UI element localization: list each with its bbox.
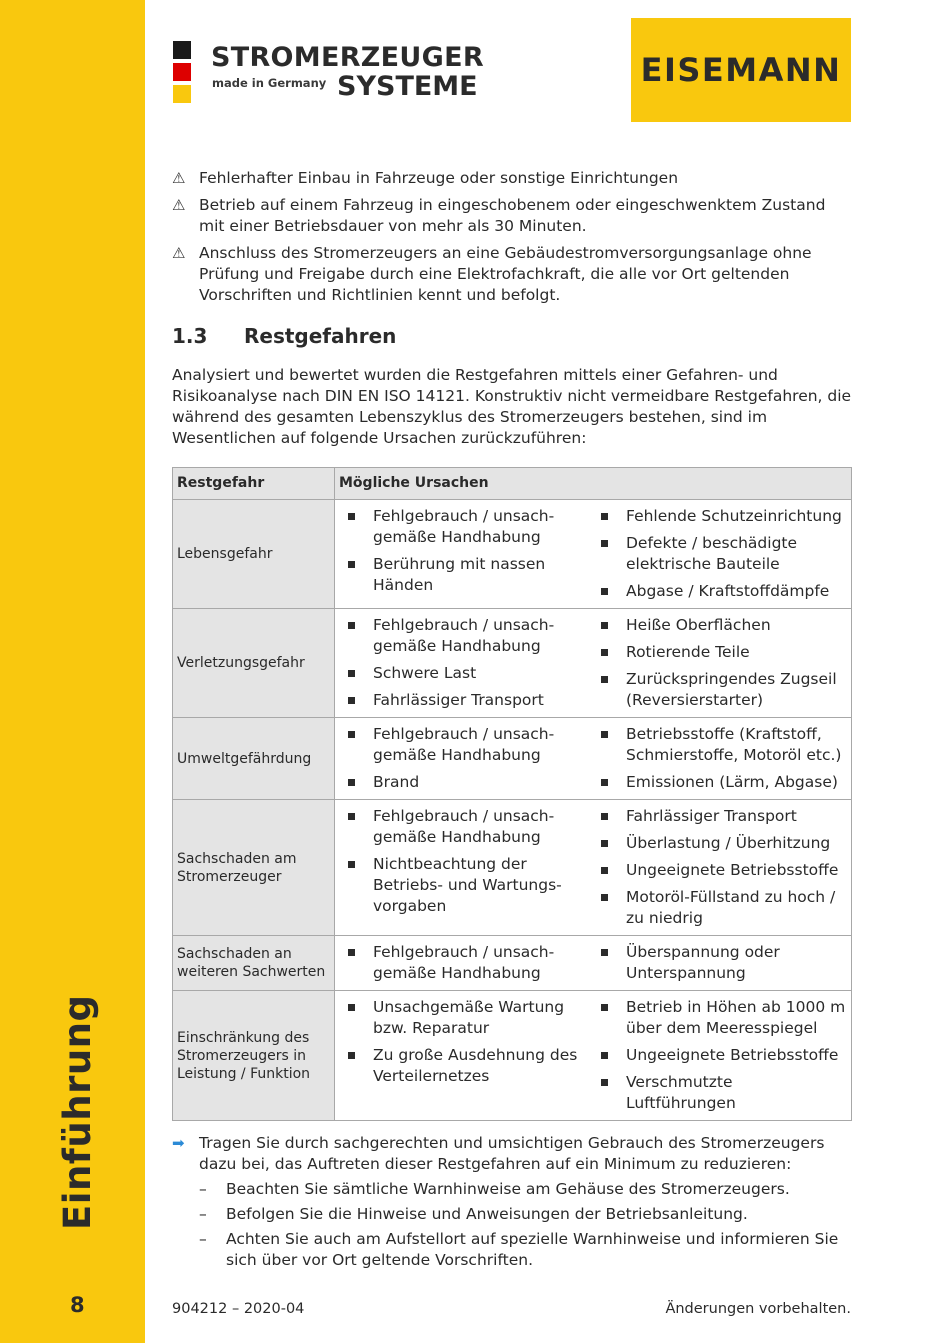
hazard-table (172, 467, 852, 1121)
cause-item: Überlastung / Überhitzung (598, 833, 847, 854)
hazard-cell: Verletzungsgefahr (173, 609, 335, 718)
table-row (173, 718, 852, 800)
company-logo (173, 40, 483, 106)
cause-item: Emissionen (Lärm, Abgase) (598, 772, 847, 793)
section-title: Restgefahren (244, 324, 397, 348)
section-heading (172, 326, 852, 347)
cause-item: Schwere Last (345, 663, 594, 684)
warning-triangle-icon: ⚠ (172, 244, 186, 262)
cause-item: Defekte / beschädigte elektrische Bauteile (598, 533, 847, 575)
section-number: 1.3 (172, 324, 208, 348)
causes-cell (335, 718, 852, 800)
chapter-title: Einführung (56, 994, 99, 1230)
cause-item: Motoröl-Füllstand zu hoch / zu niedrig (598, 887, 847, 929)
warning-item: ⚠ Anschluss des Stromerzeugers an eine Gebäudestromversorgungsanlage ohne Prüfung und Freigabe durch eine Elektrofachkraft, die alle vor Ort geltenden Vorschriften und Richtlinien kennt und befolgt. (172, 244, 812, 304)
warning-item: ⚠ Betrieb auf einem Fahrzeug in eingeschobenem oder eingeschwenktem Zustand mit einer Betriebsdauer von mehr als 30 Minuten. (172, 196, 826, 235)
logo-line2: SYSTEME (337, 71, 478, 102)
warning-triangle-icon: ⚠ (172, 169, 186, 187)
note-item: – Achten Sie auch am Aufstellort auf spezielle Warnhinweise und informieren Sie sich über vor Ort geltende Vorschriften. (199, 1230, 839, 1269)
cause-item: Ungeeignete Betriebsstoffe (598, 1045, 847, 1066)
cause-item: Fahrlässiger Transport (598, 806, 847, 827)
cause-item: Fehlgebrauch / unsach- gemäße Handhabung (345, 942, 594, 984)
table-row (173, 936, 852, 991)
cause-item: Fehlgebrauch / unsach- gemäße Handhabung (345, 806, 594, 848)
cause-item: Überspannung oder Unterspannung (598, 942, 847, 984)
table-row (173, 500, 852, 609)
safety-note (172, 1133, 852, 1175)
header-hazard: Restgefahr (173, 468, 335, 500)
note-text: Tragen Sie durch sachgerechten und umsichtigen Gebrauch des Stromerzeugers dazu bei, das Auftreten dieser Restgefahren auf ein Minimum zu reduzieren: (199, 1134, 825, 1173)
header-causes: Mögliche Ursachen (335, 468, 852, 500)
arrow-right-icon: ➡ (172, 1134, 185, 1152)
table-row (173, 991, 852, 1121)
cause-item: Betriebsstoffe (Kraftstoff, Schmierstoffe, Motoröl etc.) (598, 724, 847, 766)
cause-item: Zurückspringendes Zugseil (Reversierstarter) (598, 669, 847, 711)
cause-item: Ungeeignete Betriebsstoffe (598, 860, 847, 881)
hazard-cell: Lebensgefahr (173, 500, 335, 609)
cause-item: Betrieb in Höhen ab 1000 m über dem Meeresspiegel (598, 997, 847, 1039)
cause-item: Brand (345, 772, 594, 793)
hazard-cell: Sachschaden an weiteren Sachwerten (173, 936, 335, 991)
cause-item: Fehlgebrauch / unsach- gemäße Handhabung (345, 724, 594, 766)
note-item: – Befolgen Sie die Hinweise und Anweisungen der Betriebsanleitung. (199, 1205, 748, 1223)
brand-name: EISEMANN (640, 51, 842, 89)
warning-list (172, 168, 852, 306)
table-row (173, 609, 852, 718)
hazard-cell: Einschränkung des Stromerzeugers in Leistung / Funktion (173, 991, 335, 1121)
warning-item: ⚠ Fehlerhafter Einbau in Fahrzeuge oder sonstige Einrichtungen (172, 169, 679, 187)
brand-logo (631, 18, 851, 122)
logo-line1: STROMERZEUGER (211, 42, 484, 73)
hazard-cell: Sachschaden am Stromerzeuger (173, 800, 335, 936)
cause-item: Nichtbeachtung der Betriebs- und Wartungs- vorgaben (345, 854, 594, 917)
cause-item: Fehlgebrauch / unsach- gemäße Handhabung (345, 615, 594, 657)
cause-item: Rotierende Teile (598, 642, 847, 663)
intro-paragraph: Analysiert und bewertet wurden die Restgefahren mittels einer Gefahren- und Risikoanalyse nach DIN EN ISO 14121. Konstruktiv nicht vermeidbare Restgefahren, die während des gesamten Lebenszyklus des Stromerzeugers bestehen, sind im Wesentlichen auf folgende Ursachen zurückzuführen: (172, 366, 852, 447)
causes-cell (335, 609, 852, 718)
footer-disclaimer: Änderungen vorbehalten. (665, 1301, 851, 1317)
warning-triangle-icon: ⚠ (172, 196, 186, 214)
page-number: 8 (70, 1293, 85, 1317)
cause-item: Fehlende Schutzeinrichtung (598, 506, 847, 527)
note-item: – Beachten Sie sämtliche Warnhinweise am Gehäuse des Stromerzeugers. (199, 1180, 790, 1198)
cause-item: Fahrlässiger Transport (345, 690, 594, 711)
cause-item: Berührung mit nassen Händen (345, 554, 594, 596)
table-header-row (173, 468, 852, 500)
cause-item: Zu große Ausdehnung des Verteilernetzes (345, 1045, 594, 1087)
causes-cell (335, 500, 852, 609)
cause-item: Unsachgemäße Wartung bzw. Reparatur (345, 997, 594, 1039)
causes-cell (335, 991, 852, 1121)
german-flag-icon (173, 41, 191, 107)
table-row (173, 800, 852, 936)
hazard-cell: Umweltgefährdung (173, 718, 335, 800)
cause-item: Fehlgebrauch / unsach- gemäße Handhabung (345, 506, 594, 548)
cause-item: Verschmutzte Luftführungen (598, 1072, 847, 1114)
cause-item: Heiße Oberflächen (598, 615, 847, 636)
logo-made-in: made in Germany (212, 76, 327, 90)
footer-doc-id: 904212 – 2020-04 (172, 1301, 305, 1317)
main-content (172, 168, 852, 1271)
causes-cell (335, 800, 852, 936)
causes-cell (335, 936, 852, 991)
cause-item: Abgase / Kraftstoffdämpfe (598, 581, 847, 602)
